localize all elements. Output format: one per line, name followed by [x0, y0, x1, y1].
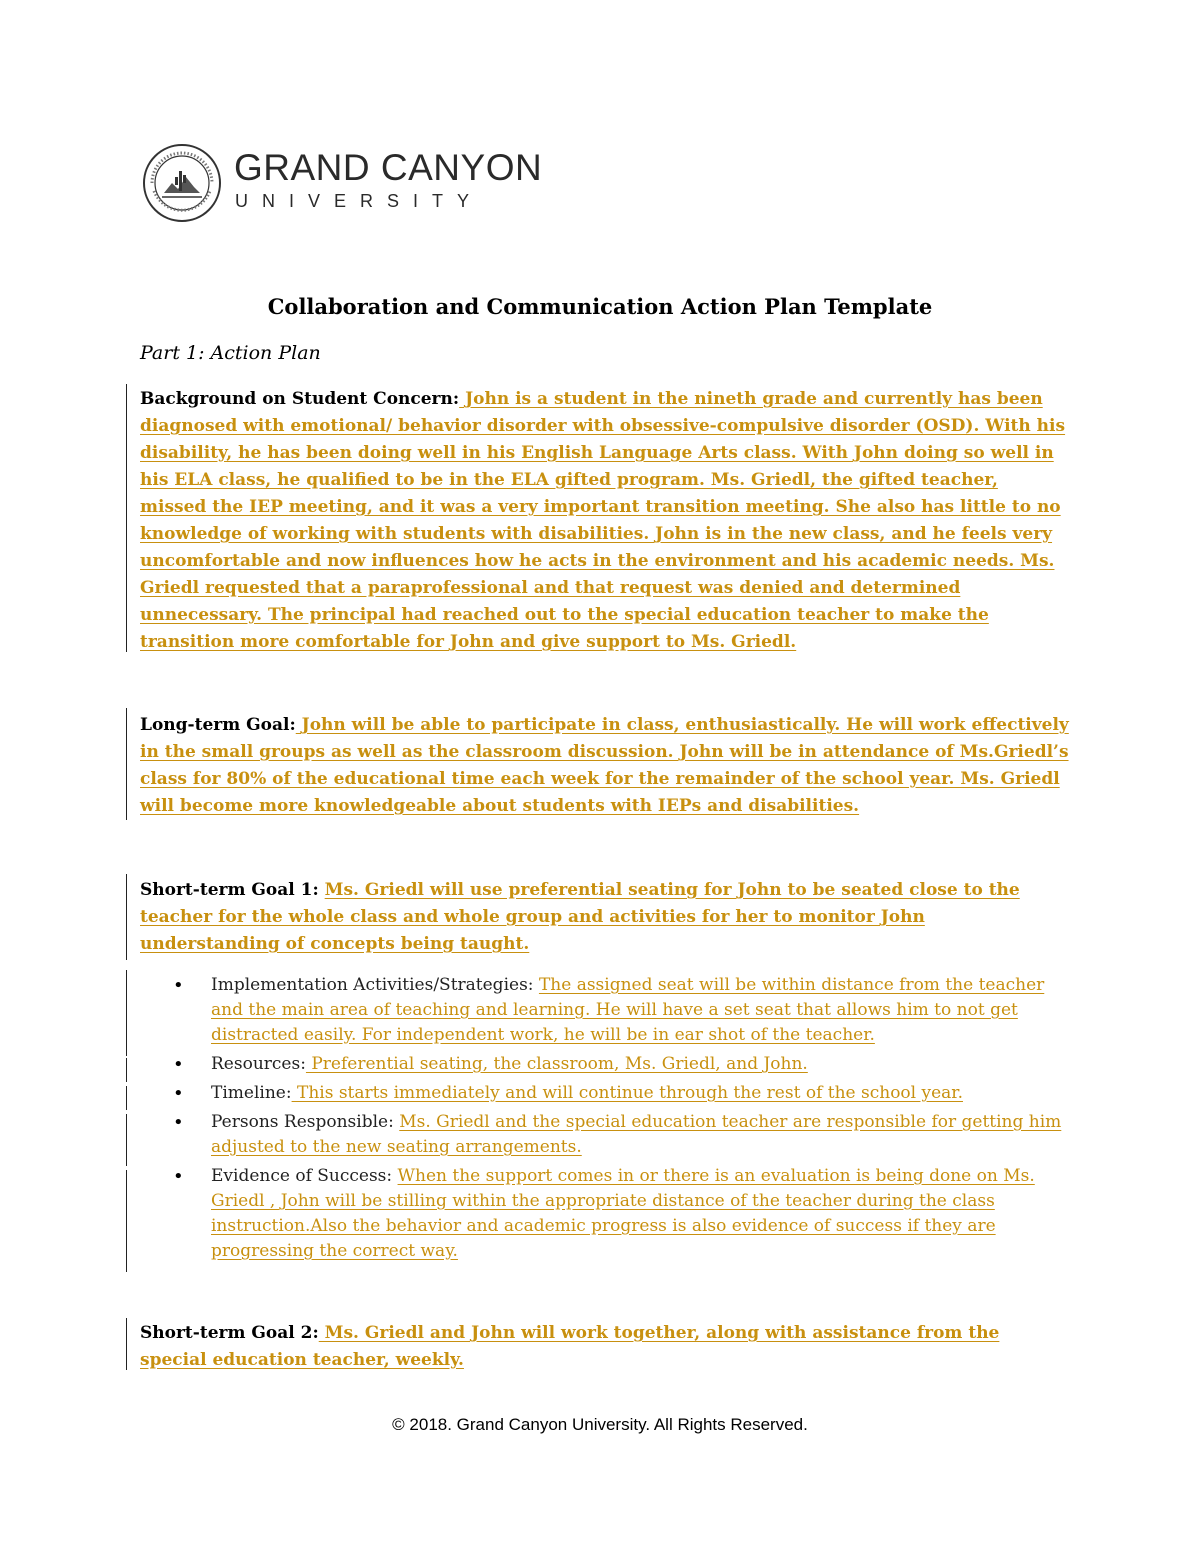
list-item — [140, 973, 1070, 1048]
change-bar — [126, 1086, 127, 1110]
background-section — [140, 386, 1070, 656]
long-term-goal-section — [140, 712, 1070, 820]
list-item-label: Resources: — [211, 1054, 306, 1074]
list-item — [140, 1081, 1070, 1106]
change-bar — [126, 1170, 127, 1272]
part-heading: Part 1: Action Plan — [140, 342, 321, 364]
short-term-goal-2-section — [140, 1320, 1070, 1374]
background-label: Background on Student Concern: — [140, 389, 460, 409]
change-bar — [126, 1114, 127, 1166]
list-item-text: Ms. Griedl and the special education teacher are responsible for getting him adjusted to the new seating arrangements. — [211, 1112, 1062, 1157]
short-term-goal-2-label: Short-term Goal 2: — [140, 1323, 319, 1343]
long-term-goal-text: John will be able to participate in class, enthusiastically. He will work effectively in the small groups as well as the classroom discussion. John will be in attendance of Ms.Griedl’s class for 80% of the educational time each week for the remainder of the school year. Ms. Griedl will become more knowledgeable about students with IEPs and disabilities. — [140, 715, 1069, 816]
change-bar — [126, 970, 127, 1056]
background-text: John is a student in the nineth grade and currently has been diagnosed with emotional/ behavior disorder with obsessive-compulsive disorder (OSD). With his disability, he has been doing well in his English Language Arts class. With John doing so well in his ELA class, he qualified to be in the ELA gifted program. Ms. Griedl, the gifted teacher, missed the IEP meeting, and it was a very important transition meeting. She also has little to no knowledge of working with students with disabilities. John is in the new class, and he feels very uncomfortable and now influences how he acts in the environment and his academic needs. Ms. Griedl requested that a paraprofessional and that request was denied and determined unnecessary. The principal had reached out to the special education teacher to make the transition more comfortable for John and give support to Ms. Griedl. — [140, 389, 1066, 652]
change-bar — [126, 874, 127, 960]
list-item — [140, 1164, 1070, 1264]
long-term-goal-label: Long-term Goal: — [140, 715, 296, 735]
list-item-label: Timeline: — [211, 1083, 292, 1103]
list-item-label: Persons Responsible: — [211, 1112, 400, 1132]
short-term-goal-1-text: Ms. Griedl will use preferential seating for John to be seated close to the teacher for the whole class and whole group and activities for her to monitor John understanding of concepts being taught. — [140, 880, 1020, 954]
logo-wordmark: GRAND CANYON — [234, 147, 543, 188]
short-term-goal-1-section — [140, 877, 1070, 958]
list-item — [140, 1110, 1070, 1160]
short-term-goal-1-label: Short-term Goal 1: — [140, 880, 325, 900]
short-term-goal-2-text: Ms. Griedl and John will work together, along with assistance from the special education teacher, weekly. — [140, 1323, 1000, 1370]
list-item-text: The assigned seat will be within distance from the teacher and the main area of teaching and learning. He will have a set seat that allows him to not get distracted easily. For independent work, he will be in ear shot of the teacher. — [211, 975, 1045, 1045]
change-bar — [126, 708, 127, 820]
list-item-label: Implementation Activities/Strategies: — [211, 975, 539, 995]
document-title: Collaboration and Communication Action Plan Template — [267, 294, 933, 319]
change-bar — [126, 384, 127, 652]
logo-subtitle: UNIVERSITY — [235, 191, 484, 211]
list-item-text: When the support comes in or there is an evaluation is being done on Ms. Griedl , John will be stilling within the appropriate distance of the teacher during the class instruction.Also the behavior and academic progress is also evidence of success if they are progressing the correct way. — [211, 1166, 1035, 1261]
list-item-label: Evidence of Success: — [211, 1166, 398, 1186]
change-bar — [126, 1058, 127, 1082]
implementation-list — [140, 973, 1070, 1268]
list-item-text: Preferential seating, the classroom, Ms. Griedl, and John. — [305, 1054, 808, 1074]
university-seal-icon — [142, 143, 222, 223]
university-logo — [142, 143, 543, 225]
change-bar — [126, 1318, 127, 1370]
copyright-footer: © 2018. Grand Canyon University. All Rights Reserved. — [392, 1415, 808, 1434]
list-item-text: This starts immediately and will continue through the rest of the school year. — [291, 1083, 963, 1103]
list-item — [140, 1052, 1070, 1077]
